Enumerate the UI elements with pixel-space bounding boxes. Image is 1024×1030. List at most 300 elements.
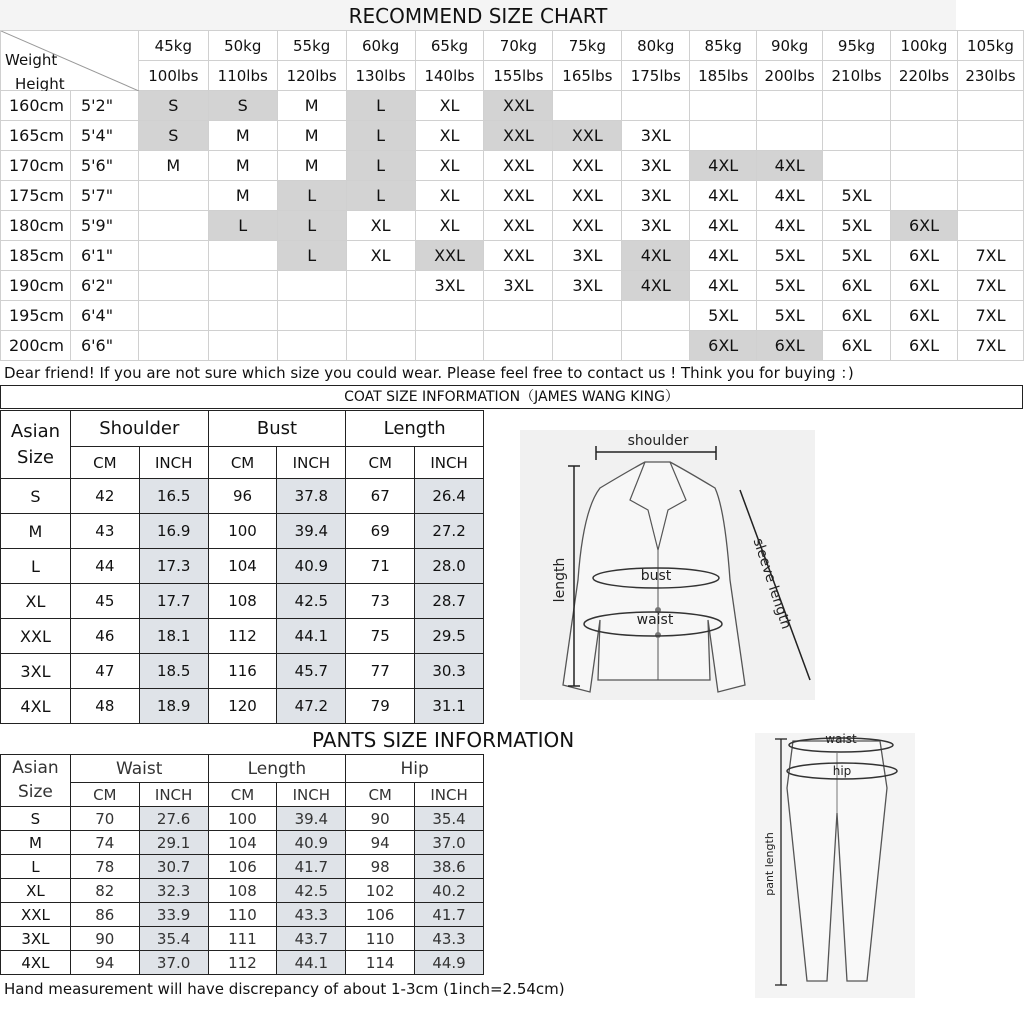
- pants-value-cell: 41.7: [277, 855, 346, 879]
- height-cm: 180cm: [1, 211, 71, 241]
- weight-lbs-row: [1, 61, 1024, 91]
- weight-lbs-header: 120lbs: [277, 61, 346, 91]
- size-cell: 4XL: [690, 271, 757, 301]
- coat-size-label: 3XL: [1, 654, 71, 689]
- size-cell: 7XL: [957, 301, 1023, 331]
- height-ft: 5'6": [70, 151, 138, 181]
- size-cell: M: [277, 91, 346, 121]
- coat-value-cell: 104: [208, 549, 277, 584]
- size-cell: [891, 91, 958, 121]
- size-cell: 3XL: [622, 181, 690, 211]
- coat-unit-header: INCH: [415, 447, 484, 479]
- size-cell: 6XL: [823, 331, 891, 361]
- size-cell: L: [346, 121, 415, 151]
- size-cell: 7XL: [957, 241, 1023, 271]
- size-cell: XXL: [553, 181, 622, 211]
- pants-unit-header: INCH: [277, 783, 346, 807]
- pants-diagram: [755, 733, 915, 998]
- pants-group-header-row: [1, 755, 484, 783]
- pants-value-cell: 114: [346, 951, 415, 975]
- pants-value-cell: 98: [346, 855, 415, 879]
- size-cell: 3XL: [553, 271, 622, 301]
- size-cell: [553, 331, 622, 361]
- coat-size-row: [1, 514, 484, 549]
- pants-size-label: 4XL: [1, 951, 71, 975]
- height-row: [1, 91, 1024, 121]
- pants-size-header: [1, 755, 71, 807]
- size-cell: XXL: [484, 241, 553, 271]
- pants-value-cell: 111: [208, 927, 277, 951]
- coat-size-label: 4XL: [1, 689, 71, 724]
- weight-kg-header: 85kg: [690, 31, 757, 61]
- pant-length-label: pant length: [763, 832, 776, 896]
- weight-kg-header: 95kg: [823, 31, 891, 61]
- pants-value-cell: 94: [346, 831, 415, 855]
- pants-size-row: [1, 807, 484, 831]
- weight-kg-header: 105kg: [957, 31, 1023, 61]
- height-cm: 170cm: [1, 151, 71, 181]
- pants-value-cell: 40.9: [277, 831, 346, 855]
- pants-value-cell: 40.2: [415, 879, 484, 903]
- pants-value-cell: 43.7: [277, 927, 346, 951]
- coat-value-cell: 96: [208, 479, 277, 514]
- size-cell: M: [277, 151, 346, 181]
- size-cell: [138, 331, 208, 361]
- size-cell: 4XL: [690, 241, 757, 271]
- pants-value-cell: 90: [70, 927, 139, 951]
- pants-illustration: [755, 733, 915, 998]
- weight-kg-header: 100kg: [891, 31, 958, 61]
- size-header-line2: Size: [17, 781, 53, 802]
- coat-size-row: [1, 549, 484, 584]
- weight-lbs-header: 220lbs: [891, 61, 958, 91]
- coat-value-cell: 16.5: [139, 479, 208, 514]
- pants-value-cell: 112: [208, 951, 277, 975]
- coat-size-label: XL: [1, 584, 71, 619]
- coat-value-cell: 100: [208, 514, 277, 549]
- pants-size-label: M: [1, 831, 71, 855]
- pants-value-cell: 70: [70, 807, 139, 831]
- pants-size-row: [1, 879, 484, 903]
- height-row: [1, 271, 1024, 301]
- height-row: [1, 331, 1024, 361]
- coat-value-cell: 79: [346, 689, 415, 724]
- coat-value-cell: 75: [346, 619, 415, 654]
- corner-height-label: Height: [15, 75, 65, 91]
- coat-section-title: COAT SIZE INFORMATION（JAMES WANG KING）: [0, 385, 1023, 409]
- coat-size-header: [1, 411, 71, 479]
- coat-size-row: [1, 619, 484, 654]
- size-cell: [622, 91, 690, 121]
- height-ft: 5'2": [70, 91, 138, 121]
- size-cell: [891, 181, 958, 211]
- coat-size-row: [1, 689, 484, 724]
- size-cell: [138, 181, 208, 211]
- coat-value-cell: 45.7: [277, 654, 346, 689]
- height-ft: 6'4": [70, 301, 138, 331]
- weight-kg-header: 45kg: [138, 31, 208, 61]
- size-cell: XXL: [484, 211, 553, 241]
- coat-value-cell: 47: [70, 654, 139, 689]
- height-ft: 6'6": [70, 331, 138, 361]
- pants-value-cell: 102: [346, 879, 415, 903]
- weight-lbs-header: 200lbs: [757, 61, 823, 91]
- jacket-illustration: [520, 430, 815, 700]
- size-cell: 4XL: [690, 181, 757, 211]
- size-cell: 7XL: [957, 271, 1023, 301]
- coat-group-header: Bust: [208, 411, 346, 447]
- size-cell: L: [277, 211, 346, 241]
- coat-value-cell: 46: [70, 619, 139, 654]
- size-cell: 5XL: [823, 181, 891, 211]
- pants-value-cell: 106: [346, 903, 415, 927]
- height-ft: 6'1": [70, 241, 138, 271]
- pants-section-title: PANTS SIZE INFORMATION: [312, 728, 575, 752]
- coat-value-cell: 37.8: [277, 479, 346, 514]
- coat-value-cell: 48: [70, 689, 139, 724]
- size-cell: XXL: [484, 181, 553, 211]
- size-cell: 3XL: [622, 211, 690, 241]
- size-cell: [484, 301, 553, 331]
- size-cell: M: [208, 121, 277, 151]
- size-cell: 4XL: [622, 241, 690, 271]
- coat-value-cell: 42: [70, 479, 139, 514]
- size-cell: S: [138, 121, 208, 151]
- coat-value-cell: 44.1: [277, 619, 346, 654]
- size-cell: XL: [346, 241, 415, 271]
- height-row: [1, 241, 1024, 271]
- weight-lbs-header: 140lbs: [415, 61, 484, 91]
- size-cell: 6XL: [823, 301, 891, 331]
- coat-value-cell: 120: [208, 689, 277, 724]
- size-cell: [957, 181, 1023, 211]
- pants-value-cell: 108: [208, 879, 277, 903]
- height-ft: 6'2": [70, 271, 138, 301]
- size-cell: M: [208, 151, 277, 181]
- size-cell: [208, 271, 277, 301]
- coat-unit-header: CM: [346, 447, 415, 479]
- weight-lbs-header: 155lbs: [484, 61, 553, 91]
- pants-value-cell: 106: [208, 855, 277, 879]
- size-cell: XXL: [553, 121, 622, 151]
- coat-value-cell: 108: [208, 584, 277, 619]
- size-cell: M: [277, 121, 346, 151]
- size-cell: [208, 241, 277, 271]
- pants-value-cell: 44.9: [415, 951, 484, 975]
- weight-lbs-header: 110lbs: [208, 61, 277, 91]
- size-cell: [277, 271, 346, 301]
- coat-value-cell: 16.9: [139, 514, 208, 549]
- coat-group-header: Shoulder: [70, 411, 208, 447]
- pants-group-header: Waist: [70, 755, 208, 783]
- size-cell: 4XL: [690, 211, 757, 241]
- coat-value-cell: 45: [70, 584, 139, 619]
- size-cell: 4XL: [690, 151, 757, 181]
- pants-value-cell: 74: [70, 831, 139, 855]
- coat-value-cell: 18.9: [139, 689, 208, 724]
- coat-group-header-row: [1, 411, 484, 447]
- height-cm: 175cm: [1, 181, 71, 211]
- size-cell: S: [138, 91, 208, 121]
- size-cell: [138, 241, 208, 271]
- pants-value-cell: 30.7: [139, 855, 208, 879]
- size-cell: 7XL: [957, 331, 1023, 361]
- pants-value-cell: 35.4: [139, 927, 208, 951]
- height-ft: 5'9": [70, 211, 138, 241]
- size-cell: L: [277, 241, 346, 271]
- pants-value-cell: 37.0: [415, 831, 484, 855]
- size-cell: 5XL: [823, 241, 891, 271]
- size-cell: [138, 271, 208, 301]
- pants-value-cell: 37.0: [139, 951, 208, 975]
- pants-value-cell: 27.6: [139, 807, 208, 831]
- coat-unit-header: INCH: [277, 447, 346, 479]
- size-cell: XL: [415, 121, 484, 151]
- weight-lbs-header: 165lbs: [553, 61, 622, 91]
- coat-value-cell: 17.7: [139, 584, 208, 619]
- weight-kg-header: 75kg: [553, 31, 622, 61]
- height-row: [1, 121, 1024, 151]
- size-cell: 6XL: [891, 331, 958, 361]
- size-cell: 3XL: [415, 271, 484, 301]
- size-cell: [553, 301, 622, 331]
- size-cell: 5XL: [757, 241, 823, 271]
- weight-lbs-header: 210lbs: [823, 61, 891, 91]
- size-cell: [823, 121, 891, 151]
- weight-lbs-header: 185lbs: [690, 61, 757, 91]
- height-cm: 160cm: [1, 91, 71, 121]
- pants-value-cell: 35.4: [415, 807, 484, 831]
- size-header-line2: Size: [16, 446, 54, 468]
- coat-unit-header: CM: [208, 447, 277, 479]
- coat-value-cell: 71: [346, 549, 415, 584]
- height-ft: 5'4": [70, 121, 138, 151]
- waist-label: waist: [636, 612, 674, 628]
- coat-unit-header-row: [1, 447, 484, 479]
- coat-size-row: [1, 584, 484, 619]
- size-cell: L: [208, 211, 277, 241]
- height-row: [1, 151, 1024, 181]
- height-cm: 165cm: [1, 121, 71, 151]
- pants-unit-header-row: [1, 783, 484, 807]
- pants-value-cell: 43.3: [277, 903, 346, 927]
- size-cell: 3XL: [484, 271, 553, 301]
- pants-size-row: [1, 903, 484, 927]
- coat-size-label: XXL: [1, 619, 71, 654]
- coat-value-cell: 17.3: [139, 549, 208, 584]
- pants-unit-header: INCH: [415, 783, 484, 807]
- size-cell: M: [138, 151, 208, 181]
- size-cell: [690, 91, 757, 121]
- size-cell: [346, 301, 415, 331]
- weight-kg-header: 65kg: [415, 31, 484, 61]
- coat-size-label: S: [1, 479, 71, 514]
- pants-value-cell: 78: [70, 855, 139, 879]
- size-cell: [757, 91, 823, 121]
- size-cell: XL: [415, 91, 484, 121]
- coat-size-label: L: [1, 549, 71, 584]
- coat-value-cell: 27.2: [415, 514, 484, 549]
- weight-lbs-header: 130lbs: [346, 61, 415, 91]
- coat-size-row: [1, 654, 484, 689]
- size-cell: 4XL: [757, 151, 823, 181]
- coat-value-cell: 28.0: [415, 549, 484, 584]
- size-cell: L: [346, 181, 415, 211]
- pants-value-cell: 82: [70, 879, 139, 903]
- size-cell: [415, 331, 484, 361]
- coat-size-table: [0, 410, 484, 724]
- corner-weight-label: Weight: [5, 51, 58, 69]
- size-notice: Dear friend! If you are not sure which size you could wear. Please feel free to contact us ! Think you for buying ：): [4, 364, 854, 382]
- pants-value-cell: 29.1: [139, 831, 208, 855]
- size-cell: 3XL: [622, 151, 690, 181]
- pants-value-cell: 42.5: [277, 879, 346, 903]
- size-cell: [957, 121, 1023, 151]
- pants-value-cell: 41.7: [415, 903, 484, 927]
- size-cell: [957, 151, 1023, 181]
- size-cell: [277, 331, 346, 361]
- size-cell: XL: [346, 211, 415, 241]
- size-cell: 3XL: [553, 241, 622, 271]
- pants-size-label: 3XL: [1, 927, 71, 951]
- pants-unit-header: CM: [346, 783, 415, 807]
- coat-group-header: Length: [346, 411, 484, 447]
- weight-lbs-header: 100lbs: [138, 61, 208, 91]
- coat-value-cell: 29.5: [415, 619, 484, 654]
- weight-kg-header: 55kg: [277, 31, 346, 61]
- bust-label: bust: [640, 568, 672, 584]
- pants-value-cell: 33.9: [139, 903, 208, 927]
- height-row: [1, 211, 1024, 241]
- coat-value-cell: 40.9: [277, 549, 346, 584]
- length-label: length: [552, 557, 568, 603]
- size-cell: [346, 271, 415, 301]
- height-cm: 185cm: [1, 241, 71, 271]
- size-cell: 6XL: [823, 271, 891, 301]
- weight-kg-header: 90kg: [757, 31, 823, 61]
- height-cm: 190cm: [1, 271, 71, 301]
- pants-value-cell: 100: [208, 807, 277, 831]
- size-cell: [484, 331, 553, 361]
- pants-value-cell: 104: [208, 831, 277, 855]
- size-cell: XXL: [415, 241, 484, 271]
- coat-value-cell: 44: [70, 549, 139, 584]
- size-cell: XXL: [484, 121, 553, 151]
- pants-unit-header: INCH: [139, 783, 208, 807]
- size-cell: 5XL: [690, 301, 757, 331]
- coat-value-cell: 39.4: [277, 514, 346, 549]
- pants-size-label: S: [1, 807, 71, 831]
- pants-size-label: XXL: [1, 903, 71, 927]
- pants-size-row: [1, 927, 484, 951]
- pants-size-row: [1, 855, 484, 879]
- height-cm: 200cm: [1, 331, 71, 361]
- height-cm: 195cm: [1, 301, 71, 331]
- pants-size-label: L: [1, 855, 71, 879]
- pants-value-cell: 38.6: [415, 855, 484, 879]
- coat-value-cell: 30.3: [415, 654, 484, 689]
- pants-group-header: Length: [208, 755, 346, 783]
- size-cell: [277, 301, 346, 331]
- size-cell: [138, 301, 208, 331]
- size-cell: XXL: [553, 211, 622, 241]
- size-header-line1: Asian: [10, 421, 61, 443]
- shoulder-label: shoulder: [627, 433, 689, 449]
- size-header-line1: Asian: [12, 757, 59, 778]
- coat-value-cell: 18.1: [139, 619, 208, 654]
- size-cell: XXL: [484, 151, 553, 181]
- pants-waist-label: waist: [825, 733, 857, 746]
- coat-value-cell: 112: [208, 619, 277, 654]
- pants-value-cell: 110: [346, 927, 415, 951]
- size-cell: L: [346, 151, 415, 181]
- weight-lbs-header: 230lbs: [957, 61, 1023, 91]
- height-row: [1, 301, 1024, 331]
- size-cell: [957, 211, 1023, 241]
- coat-value-cell: 47.2: [277, 689, 346, 724]
- size-cell: XXL: [484, 91, 553, 121]
- size-cell: [622, 301, 690, 331]
- coat-value-cell: 116: [208, 654, 277, 689]
- size-cell: L: [346, 91, 415, 121]
- coat-size-row: [1, 479, 484, 514]
- size-cell: [891, 151, 958, 181]
- pants-size-row: [1, 831, 484, 855]
- coat-value-cell: 67: [346, 479, 415, 514]
- size-cell: 6XL: [891, 211, 958, 241]
- pants-value-cell: 86: [70, 903, 139, 927]
- size-cell: XL: [415, 181, 484, 211]
- coat-unit-header: INCH: [139, 447, 208, 479]
- weight-kg-row: [1, 31, 1024, 61]
- pants-value-cell: 43.3: [415, 927, 484, 951]
- recommend-size-table: [0, 30, 1024, 361]
- weight-kg-header: 60kg: [346, 31, 415, 61]
- size-cell: 6XL: [891, 241, 958, 271]
- size-cell: [823, 151, 891, 181]
- size-cell: 6XL: [757, 331, 823, 361]
- size-cell: 6XL: [891, 301, 958, 331]
- pants-value-cell: 110: [208, 903, 277, 927]
- size-cell: 6XL: [891, 271, 958, 301]
- pants-group-header: Hip: [346, 755, 484, 783]
- sleeve-length-label: sleeve length: [749, 536, 794, 632]
- pants-value-cell: 39.4: [277, 807, 346, 831]
- weight-height-corner: [1, 31, 139, 91]
- size-cell: [757, 121, 823, 151]
- size-cell: 5XL: [757, 301, 823, 331]
- size-cell: [622, 331, 690, 361]
- weight-kg-header: 50kg: [208, 31, 277, 61]
- size-cell: XL: [415, 151, 484, 181]
- size-cell: [208, 301, 277, 331]
- pants-hip-label: hip: [832, 764, 852, 778]
- coat-value-cell: 73: [346, 584, 415, 619]
- weight-kg-header: 70kg: [484, 31, 553, 61]
- size-cell: 6XL: [690, 331, 757, 361]
- coat-value-cell: 31.1: [415, 689, 484, 724]
- size-cell: [138, 211, 208, 241]
- size-cell: 4XL: [757, 211, 823, 241]
- size-cell: [208, 331, 277, 361]
- coat-value-cell: 18.5: [139, 654, 208, 689]
- pants-value-cell: 94: [70, 951, 139, 975]
- recommend-chart-title: RECOMMEND SIZE CHART: [0, 0, 956, 30]
- coat-size-label: M: [1, 514, 71, 549]
- coat-value-cell: 77: [346, 654, 415, 689]
- size-cell: XXL: [553, 151, 622, 181]
- pants-value-cell: 32.3: [139, 879, 208, 903]
